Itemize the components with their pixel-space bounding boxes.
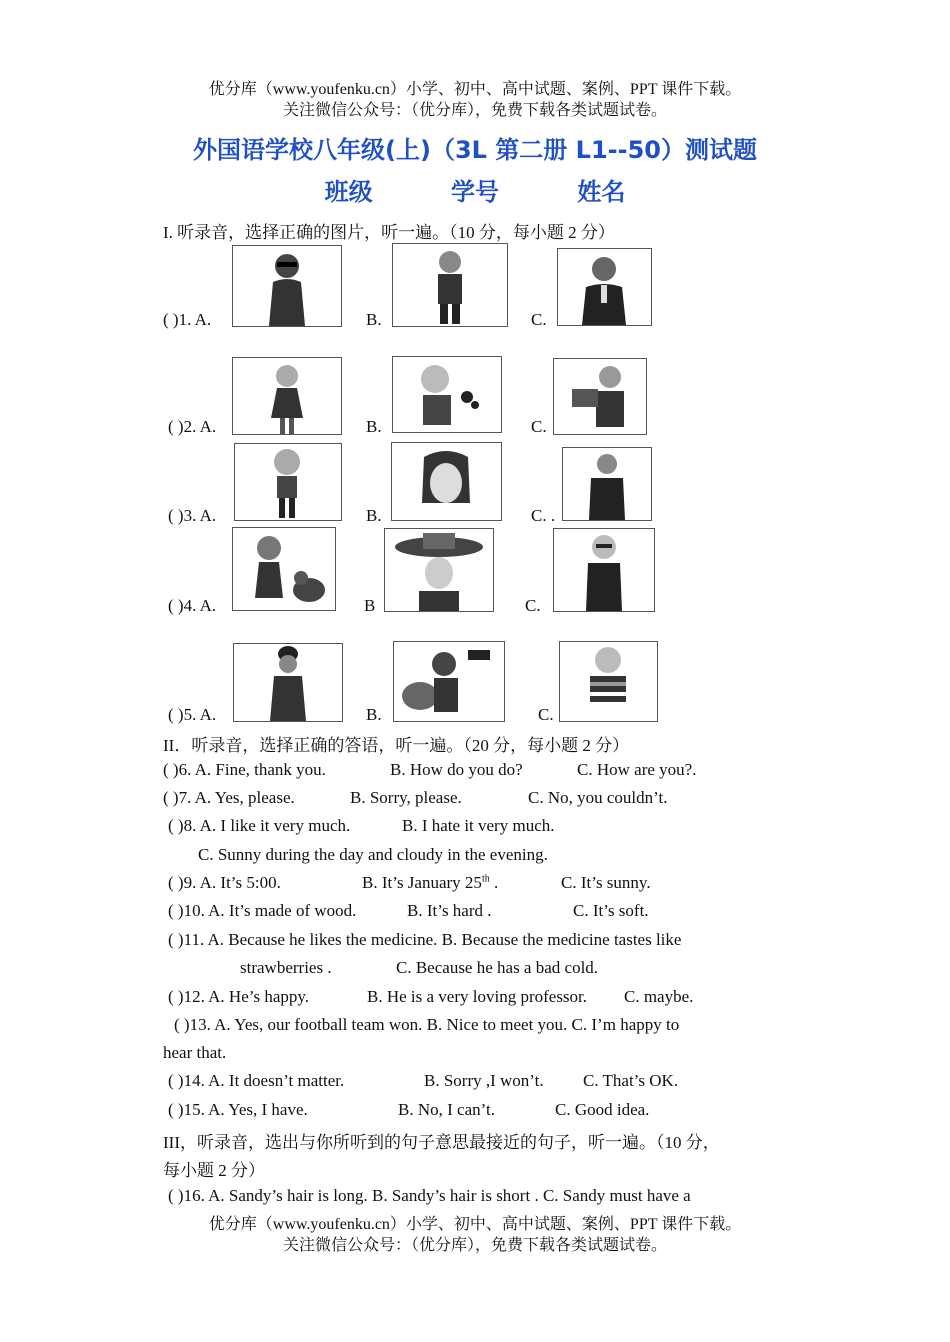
q6-option-a: ( )6. A. Fine, thank you. [163,760,326,779]
q8-option-c: C. Sunny during the day and cloudy in the evening. [198,845,548,864]
q9-option-b: B. It’s January 25th . [362,873,499,892]
policeman-icon[interactable] [233,643,343,722]
q6-option-c: C. How are you?. [577,760,697,779]
student-info-row [0,172,950,207]
q10-option-a: ( )10. A. It’s made of wood. [168,901,357,920]
q8-option-a: ( )8. A. I like it very much. [168,816,351,835]
footer-line-1: 优分库（www.youfenku.cn）小学、初中、高中试题、案例、PPT 课件下载。 [208,1216,742,1233]
q12-option-a: ( )12. A. He’s happy. [168,987,310,1006]
header-line-2: 关注微信公众号：（优分库），免费下载各类试题试卷。 [282,102,667,119]
q1-option-c: C. [531,310,547,329]
q9-option-a: ( )9. A. It’s 5:00. [168,873,281,892]
q8-option-b: B. I hate it very much. [402,816,555,835]
woman-long-hair-icon[interactable] [391,442,502,521]
section3-heading-line-2: 每小题 2 分） [163,1161,265,1180]
q15-option-b: B. No, I can’t. [398,1100,495,1119]
q5-label: ( )5. A. [168,705,217,724]
name-label: 姓名 [577,178,626,206]
q16-line: ( )16. A. Sandy’s hair is long. B. Sandy’s hair is short . C. Sandy must have a [168,1186,691,1205]
q2-option-c: C. [531,417,547,436]
q11-option-b-cont: strawberries . [240,958,332,977]
q14-option-b: B. Sorry ,I won’t. [424,1071,544,1090]
page-title: 外国语学校八年级(上)（3L 第二册 L1--50）测试题 [193,136,757,164]
girl-curly-hair-icon[interactable] [234,443,342,521]
man-reading-book-icon[interactable] [553,358,647,435]
q9-option-c: C. It’s sunny. [561,873,651,892]
q5-option-c: C. [538,705,554,724]
q3-option-b: B. [366,506,382,525]
footer-line-2: 关注微信公众号：（优分库），免费下载各类试题试卷。 [282,1237,667,1254]
q5-option-b: B. [366,705,382,724]
q11-option-c: C. Because he has a bad cold. [396,958,599,977]
q11-line-1: ( )11. A. Because he likes the medicine. B. Because the medicine tastes like [168,930,682,949]
class-label: 班级 [324,178,373,206]
section1-heading: I. 听录音，选择正确的图片，听一遍。（10 分，每小题 2 分） [163,223,615,242]
header-line-1: 优分库（www.youfenku.cn）小学、初中、高中试题、案例、PPT 课件下载。 [208,81,742,98]
q2-label: ( )2. A. [168,417,217,436]
woman-sunglasses-icon[interactable] [232,245,342,327]
q12-option-c: C. maybe. [624,987,694,1006]
q1-label: ( )1. A. [163,310,212,329]
section2-heading: II．听录音，选择正确的答语，听一遍。（20 分，每小题 2 分） [163,736,630,755]
q2-option-b: B. [366,417,382,436]
q4-label: ( )4. A. [168,596,217,615]
q15-option-a: ( )15. A. Yes, I have. [168,1100,308,1119]
q14-option-a: ( )14. A. It doesn’t matter. [168,1071,345,1090]
q15-option-c: C. Good idea. [555,1100,650,1119]
number-label: 学号 [451,178,499,206]
q10-option-c: C. It’s soft. [573,901,649,920]
postman-waving-icon[interactable] [393,641,505,722]
q4-option-b: B [364,596,376,615]
q7-option-a: ( )7. A. Yes, please. [163,788,295,807]
old-man-sweater-icon[interactable] [559,641,658,722]
q7-option-c: C. No, you couldn’t. [528,788,668,807]
man-bald-icon[interactable] [562,447,652,521]
boy-standing-icon[interactable] [392,243,508,327]
q12-option-b: B. He is a very loving professor. [367,987,588,1006]
woman-big-hat-icon[interactable] [384,528,494,612]
q10-option-b: B. It’s hard . [407,901,492,920]
girl-with-dog-icon[interactable] [232,527,336,611]
q6-option-b: B. How do you do? [390,760,523,779]
section3-heading-line-1: III，听录音，选出与你所听到的句子意思最接近的句子，听一遍。（10 分， [163,1133,720,1152]
q7-option-b: B. Sorry, please. [350,788,462,807]
q13-line-2: hear that. [163,1043,227,1062]
q3-label: ( )3. A. [168,506,217,525]
old-man-glasses-icon[interactable] [553,528,655,612]
man-suit-icon[interactable] [557,248,652,326]
q14-option-c: C. That’s OK. [583,1071,679,1090]
girl-skirt-icon[interactable] [232,357,342,435]
q3-option-c: C. . [531,506,556,525]
boy-dirty-hands-icon[interactable] [392,356,502,433]
q1-option-b: B. [366,310,382,329]
q4-option-c: C. [525,596,541,615]
q13-line-1: ( )13. A. Yes, our football team won. B. Nice to meet you. C. I’m happy to [174,1015,680,1034]
